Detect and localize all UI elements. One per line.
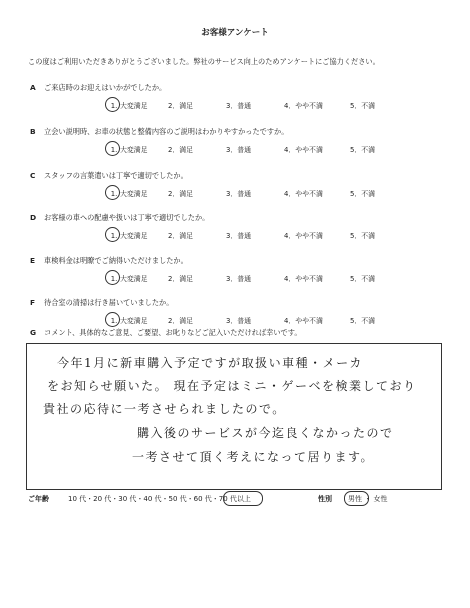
comment-line: 購入後のサービスが今迄良くなかったので <box>137 426 394 440</box>
rating-option-5[interactable]: 5．不満 <box>350 317 376 325</box>
rating-label: 大変満足 <box>120 190 148 198</box>
question-text: お客様の車への配慮や扱いは丁寧で適切でしたか。 <box>44 213 210 222</box>
rating-option-1[interactable] <box>108 230 148 240</box>
question-a <box>30 83 450 133</box>
rating-option-2[interactable]: 2．満足 <box>168 275 194 283</box>
comment-line: をお知らせ願いた。 現在予定はミニ・ゲーベを検業しており <box>47 379 417 393</box>
rating-option-2[interactable]: 2．満足 <box>168 232 194 240</box>
age-selected-circle <box>223 491 263 506</box>
rating-option-5[interactable]: 5．不満 <box>350 275 376 283</box>
rating-options <box>108 230 438 244</box>
question-text: 待合室の清掃は行き届いていましたか。 <box>44 298 174 307</box>
rating-number: 1. <box>110 317 118 325</box>
rating-option-2[interactable]: 2．満足 <box>168 190 194 198</box>
question-letter: E <box>30 256 36 265</box>
rating-option-4[interactable]: 4．やや不満 <box>284 232 323 240</box>
intro-text: この度はご利用いただきありがとうございました。弊社のサービス向上のためアンケートにご協力ください。 <box>28 57 380 66</box>
selected-circle <box>105 97 120 112</box>
rating-option-5[interactable]: 5．不満 <box>350 146 376 154</box>
selected-circle <box>105 312 120 327</box>
question-letter: D <box>30 213 37 222</box>
comment-line: 一考させて頂く考えになって居ります。 <box>132 450 375 464</box>
rating-option-2[interactable]: 2．満足 <box>168 317 194 325</box>
question-text: 車検料金は明瞭でご納得いただけましたか。 <box>44 256 188 265</box>
rating-option-4[interactable]: 4．やや不満 <box>284 146 323 154</box>
question-b <box>30 127 450 177</box>
selected-circle <box>105 185 120 200</box>
gender-selected-circle <box>344 491 369 506</box>
question-letter: A <box>30 83 36 92</box>
rating-options <box>108 100 438 114</box>
rating-number: 1. <box>110 190 118 198</box>
rating-option-1[interactable] <box>108 315 148 325</box>
rating-option-1[interactable] <box>108 273 148 283</box>
selected-circle <box>105 270 120 285</box>
rating-option-1[interactable] <box>108 100 148 110</box>
gender-label: 性別 <box>318 495 332 503</box>
comment-letter: G <box>30 328 37 337</box>
rating-option-4[interactable]: 4．やや不満 <box>284 102 323 110</box>
rating-number: 1. <box>110 146 118 154</box>
rating-options <box>108 144 438 158</box>
comment-line: 今年1月に新車購入予定ですが取扱い車種・メーカ <box>57 356 363 370</box>
rating-options <box>108 273 438 287</box>
rating-option-3[interactable]: 3．普通 <box>226 190 252 198</box>
question-f <box>30 298 450 348</box>
rating-option-3[interactable]: 3．普通 <box>226 102 252 110</box>
rating-option-3[interactable]: 3．普通 <box>226 317 252 325</box>
rating-option-4[interactable]: 4．やや不満 <box>284 275 323 283</box>
comment-prompt: コメント、具体的なご意見、ご要望、お叱りなどご記入いただければ幸いです。 <box>44 328 302 337</box>
question-text: 立会い説明時、お車の状態と整備内容のご説明はわかりやすかったですか。 <box>44 127 289 136</box>
rating-option-3[interactable]: 3．普通 <box>226 146 252 154</box>
rating-option-5[interactable]: 5．不満 <box>350 190 376 198</box>
rating-option-1[interactable] <box>108 144 148 154</box>
rating-options <box>108 315 438 329</box>
rating-options <box>108 188 438 202</box>
rating-option-3[interactable]: 3．普通 <box>226 275 252 283</box>
question-letter: F <box>30 298 36 307</box>
rating-option-2[interactable]: 2．満足 <box>168 102 194 110</box>
question-text: スタッフの言葉遣いは丁寧で適切でしたか。 <box>44 171 188 180</box>
rating-option-4[interactable]: 4．やや不満 <box>284 190 323 198</box>
question-letter: C <box>30 171 36 180</box>
rating-option-3[interactable]: 3．普通 <box>226 232 252 240</box>
rating-label: 大変満足 <box>120 275 148 283</box>
rating-label: 大変満足 <box>120 102 148 110</box>
rating-label: 大変満足 <box>120 146 148 154</box>
rating-option-5[interactable]: 5．不満 <box>350 102 376 110</box>
rating-option-5[interactable]: 5．不満 <box>350 232 376 240</box>
rating-number: 1. <box>110 232 118 240</box>
rating-option-1[interactable] <box>108 188 148 198</box>
rating-option-4[interactable]: 4．やや不満 <box>284 317 323 325</box>
selected-circle <box>105 227 120 242</box>
page-title: お客様アンケート <box>201 28 269 38</box>
rating-number: 1. <box>110 275 118 283</box>
selected-circle <box>105 141 120 156</box>
comment-box[interactable] <box>26 343 442 490</box>
age-label: ご年齢 <box>28 495 49 503</box>
gender-options[interactable]: 男性 ・ 女性 <box>348 495 388 503</box>
rating-option-2[interactable]: 2．満足 <box>168 146 194 154</box>
rating-number: 1. <box>110 102 118 110</box>
question-letter: B <box>30 127 36 136</box>
question-text: ご来店時のお迎えはいかがでしたか。 <box>44 83 167 92</box>
respondent-info <box>28 494 448 510</box>
age-options[interactable]: 10 代・20 代・30 代・40 代・50 代・60 代・70 代以上 <box>68 495 251 503</box>
rating-label: 大変満足 <box>120 317 148 325</box>
rating-label: 大変満足 <box>120 232 148 240</box>
comment-line: 貴社の応待に一考させられましたので。 <box>43 402 286 416</box>
